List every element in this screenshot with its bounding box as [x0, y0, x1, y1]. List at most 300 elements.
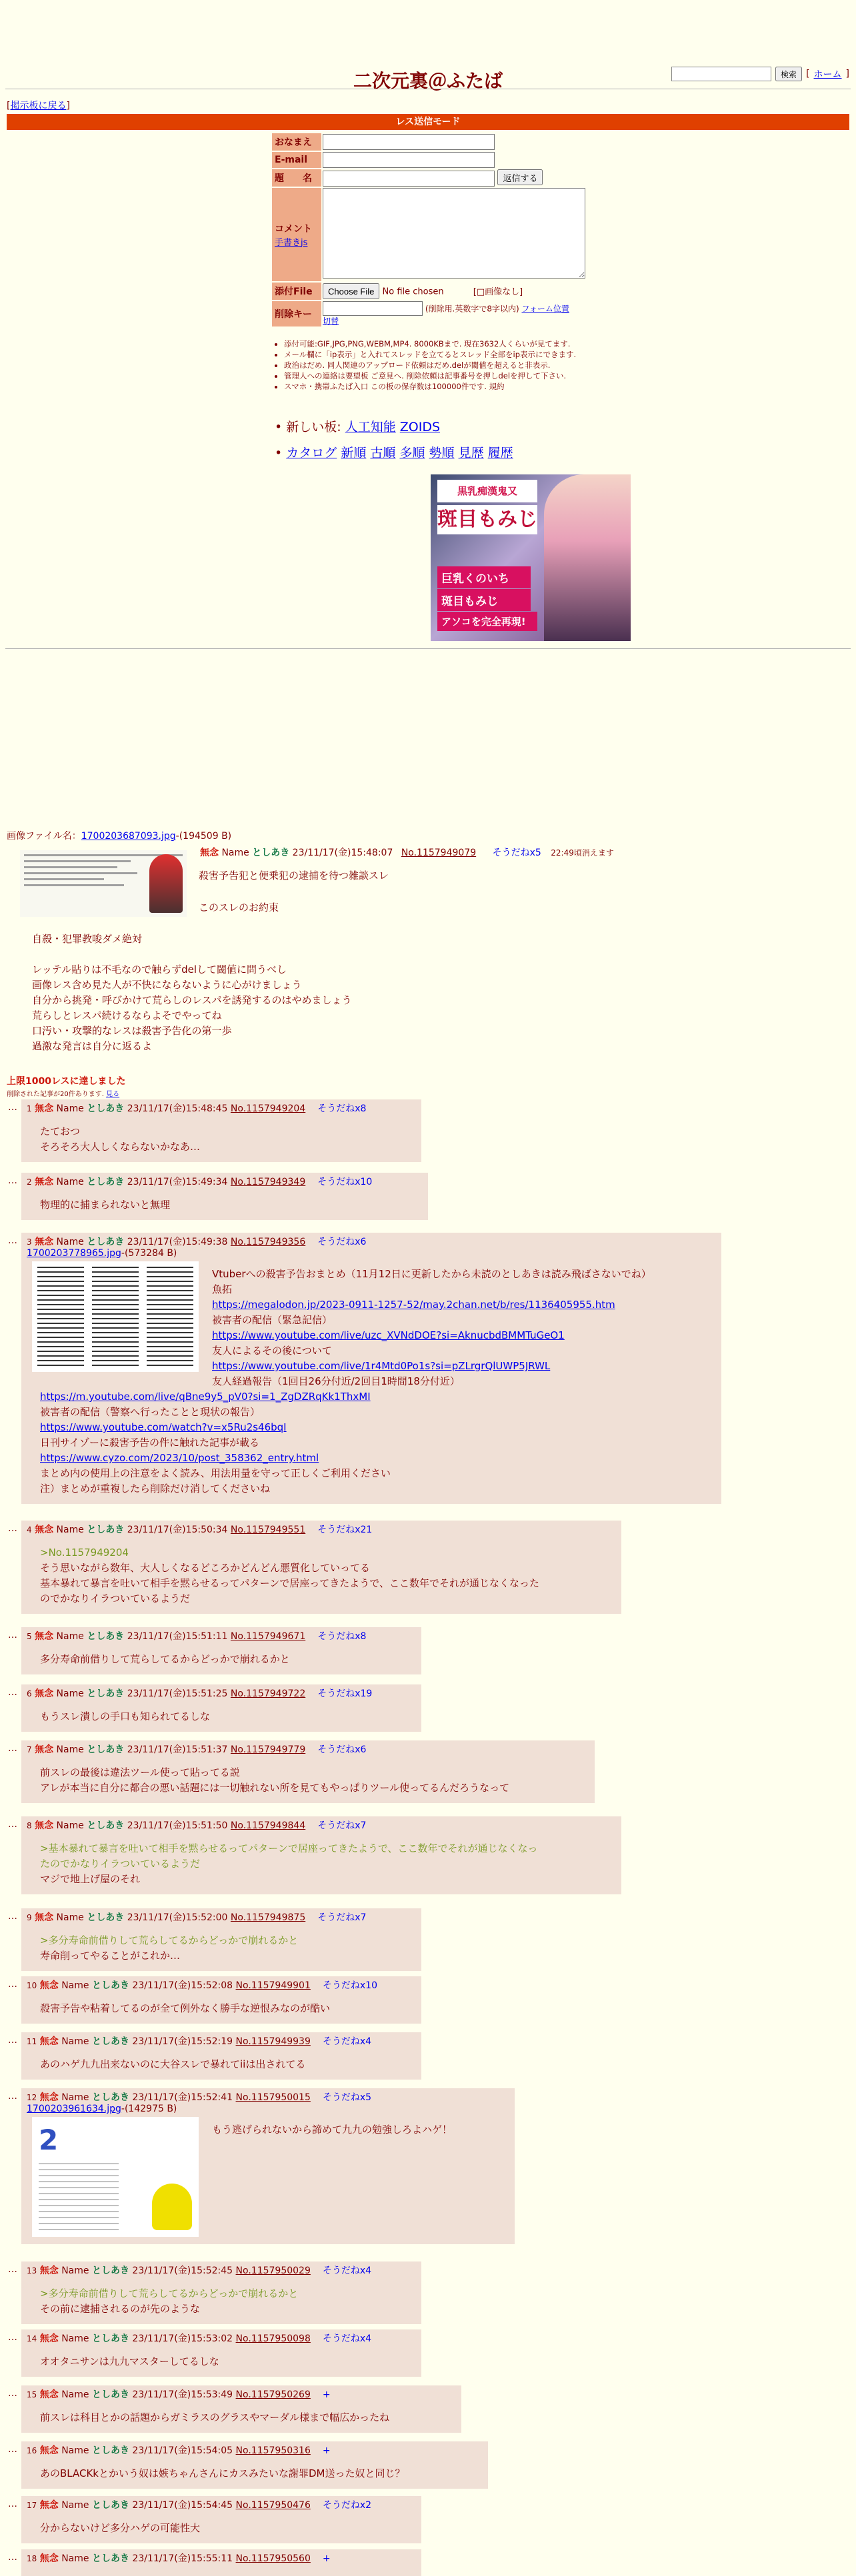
reply-name: としあき	[87, 1177, 125, 1187]
reply-url-link[interactable]: https://www.youtube.com/live/1r4Mtd0Po1s?si=pZLrgrQlUWP5JRWL	[212, 1360, 551, 1372]
reply-subject: 無念	[35, 1912, 54, 1923]
reply-url-link[interactable]: https://m.youtube.com/live/qBne9y5_pV0?si=1_ZgDZRqKk1ThxMI	[40, 1391, 371, 1403]
reply-number[interactable]: No.1157950029	[235, 2265, 311, 2276]
reply-subject: 無念	[39, 2553, 59, 2564]
reply-body	[40, 2466, 483, 2481]
reply-subject: 無念	[39, 2445, 59, 2456]
email-label: E-mail	[272, 152, 321, 168]
back-link-wrap	[7, 99, 70, 112]
reply-marker: …	[8, 2388, 17, 2399]
reply-number[interactable]: No.1157949779	[230, 1744, 306, 1755]
reply-name: としあき	[87, 1237, 125, 1247]
reply-date: 23/11/17(金)15:49:38	[127, 1237, 228, 1247]
op-header	[200, 846, 614, 859]
op-subject: 無念	[200, 848, 219, 858]
file-status: No file chosen	[382, 287, 444, 297]
reply-subject: 無念	[35, 1820, 54, 1831]
reply-name-label: Name	[56, 1688, 84, 1699]
reply-date: 23/11/17(金)15:52:00	[127, 1912, 228, 1923]
reply-name-label: Name	[56, 1631, 84, 1642]
reply-box	[21, 2088, 515, 2244]
search-area	[671, 67, 849, 81]
op-sodane[interactable]: そうだねx5	[492, 848, 541, 858]
reply-date: 23/11/17(金)15:51:11	[127, 1631, 228, 1642]
reply-number[interactable]: No.1157949356	[230, 1237, 306, 1247]
op-thumbnail[interactable]	[20, 850, 187, 917]
reply-date: 23/11/17(金)15:51:25	[127, 1688, 228, 1699]
reply-box	[21, 2385, 461, 2433]
reply-header	[27, 1978, 416, 1992]
reply-file-size: -(573284 B)	[121, 1248, 177, 1259]
reply-number[interactable]: No.1157949939	[235, 2036, 311, 2047]
reply-marker: …	[8, 1235, 17, 1246]
comment-field[interactable]	[323, 188, 585, 279]
sodane-button[interactable]: そうだねx6	[317, 1744, 367, 1755]
reply-marker: …	[8, 2444, 17, 2455]
reply-url-link[interactable]: https://www.youtube.com/watch?v=x5Ru2s46bqI	[40, 1421, 287, 1433]
sodane-button[interactable]: そうだねx4	[322, 2333, 372, 2344]
name-label: おなまえ	[272, 133, 321, 151]
reply-header	[27, 2498, 416, 2511]
reply-marker: …	[8, 2552, 17, 2563]
name-field[interactable]	[323, 134, 495, 150]
reply-text: たておつ そろそろ大人しくならないかなあ…	[40, 1125, 201, 1153]
nav-new[interactable]: 新順	[341, 446, 367, 460]
tegaki-link[interactable]: 手書きjs	[275, 237, 308, 248]
reply-body	[40, 2410, 456, 2425]
reply-text: 多分寿命前借りして荒らしてるからどっかで崩れるかと	[40, 1653, 290, 1665]
reply-quote: >多分寿命前借りして荒らしてるからどっかで崩れるかと	[40, 1934, 299, 1946]
reply-index: 18	[27, 2554, 37, 2563]
reply-text-line: 被害者の配信（緊急記信）	[212, 1314, 333, 1326]
reply-name-label: Name	[61, 2389, 89, 2400]
rule-item: • 政治はだめ. 同人関連のアップロード依頼はだめ.delが閾値を超えると非表示.	[284, 360, 595, 370]
rule-item: • スマホ・携帯ふたば入口 この板の保存数は100000件です. 規約	[284, 381, 595, 392]
reply-number[interactable]: No.1157949551	[230, 1525, 306, 1535]
reply-marker: …	[8, 1979, 17, 1990]
reply-name: としあき	[91, 2092, 129, 2103]
reply-file-line	[27, 1248, 716, 1259]
sodane-button[interactable]: +	[322, 2389, 331, 2400]
reply-number[interactable]: No.1157950476	[235, 2500, 311, 2511]
reply-box	[21, 2441, 488, 2489]
reply-text: もう逃げられないから諦めて九九の勉強しろよハゲ！	[212, 2124, 453, 2136]
sodane-button[interactable]: そうだねx7	[317, 1820, 367, 1831]
reply-text: あのBLACKkとかいう奴は嫉ちゃんさんにカスみたいな謝罪DM送った奴と同じ？	[40, 2467, 405, 2479]
board-title: 二次元裏＠ふたば	[353, 70, 503, 92]
back-to-board-link[interactable]: 掲示板に戻る	[10, 101, 67, 111]
home-bracket-open: [	[806, 69, 810, 79]
reply-name-label: Name	[61, 2265, 89, 2276]
comment-label-cell	[272, 188, 321, 281]
reply-name-label: Name	[56, 1820, 84, 1831]
reply-text: あのハゲ九九出来ないのに大谷スレで暴れてiiは出されてる	[40, 2058, 306, 2070]
comment-label: コメント	[275, 223, 312, 235]
reply-date: 23/11/17(金)15:51:37	[127, 1744, 228, 1755]
reply-subject: 無念	[39, 2389, 59, 2400]
reply-quote: >基本暴れて暴言を吐いて相手を黙らせるってパターンで居座ってきたようで、ここ数年でそれが通じなくなっ たのでかなりイラついているようだ	[40, 1842, 538, 1870]
reply-marker: …	[8, 1102, 17, 1113]
new-board-line: • 新しい板: 人工知能 ZOIDS	[275, 420, 441, 434]
reply-name: としあき	[87, 1631, 125, 1642]
reply-name-label: Name	[61, 2036, 89, 2047]
no-image-checkbox[interactable]: [□画像なし]	[473, 287, 523, 297]
reply-date: 23/11/17(金)15:52:45	[132, 2265, 233, 2276]
op-body-rules: 自殺・犯罪教唆ダメ絶対 レッテル貼りは不毛なので触らずdelして閾値に問うべし 画像レス含め見た人が不快にならないように心がけましょう 自分から挑発・呼びかけて荒らしのレスパを誘発するのはやめましょう 荒らしとレスパ続けるならよそでやってね 口汚い・攻撃的なレスは殺害予告化の第一歩 過激な発言は自分に返るよ	[32, 933, 352, 1052]
reply-text: そう思いながら数年、大人しくなるどころかどんどん悪質化していってる 基本暴れて暴言を吐いて相手を黙らせるってパターンで居座ってきたようで、ここ数年でそれが通じなくなった のでかなりイラついているようだ	[40, 1562, 539, 1605]
reply-header	[27, 1910, 416, 1924]
reply-box	[21, 2549, 421, 2576]
email-field[interactable]	[323, 152, 495, 168]
reply-subject: 無念	[39, 2036, 59, 2047]
reply-name: としあき	[87, 1820, 125, 1831]
reply-name-label: Name	[61, 2333, 89, 2344]
reply-file-link[interactable]: 1700203961634.jpg	[27, 2104, 121, 2114]
rules-list	[275, 338, 595, 392]
reply-subject: 無念	[39, 2265, 59, 2276]
reply-body	[40, 1124, 416, 1155]
delkey-label: 削除キー	[272, 301, 321, 326]
reply-text: 前スレの最後は違法ツール使って貼ってる説 アレが本当に自分に都合の悪い話題には一切触れない所を見てもやっぱりツール使ってるんだろうなって	[40, 1766, 510, 1794]
back-bracket-close: ]	[66, 101, 70, 111]
reply-name: としあき	[87, 1525, 125, 1535]
reply-header	[27, 2443, 483, 2457]
reply-name-label: Name	[61, 2445, 89, 2456]
reply-box	[21, 2261, 421, 2324]
reply-name: としあき	[87, 1912, 125, 1923]
reply-index: 10	[27, 1981, 37, 1990]
submit-button[interactable]: 返信する	[497, 169, 543, 185]
reply-body	[40, 1545, 616, 1607]
reply-header	[27, 1629, 416, 1642]
reply-body	[40, 2521, 416, 2536]
reply-number[interactable]: No.1157949671	[230, 1631, 306, 1642]
reply-number[interactable]: No.1157949722	[230, 1688, 306, 1699]
reply-text-line: 注）まとめが重複したら削除だけ消してくださいね	[40, 1483, 271, 1495]
ad-line-1: 黒乳痴漢鬼又	[437, 480, 537, 502]
new-board-link-zoids[interactable]: ZOIDS	[399, 420, 441, 434]
reply-name-label: Name	[56, 1237, 84, 1247]
op-file-link[interactable]: 1700203687093.jpg	[81, 831, 176, 842]
reply-marker: …	[8, 1687, 17, 1698]
reply-thumbnail[interactable]	[32, 1261, 199, 1372]
reply-number[interactable]: No.1157950098	[235, 2333, 311, 2344]
reply-header	[27, 1818, 616, 1832]
rule-item: • 管理人への連絡は要望板 ご意見へ. 削除依頼は記事番号を押しdelを押して下さい.	[284, 370, 595, 381]
reply-body	[40, 2001, 416, 2016]
reply-index: 12	[27, 2093, 37, 2102]
ad-line-2: 斑目もみじ	[437, 505, 537, 534]
reply-name: としあき	[91, 1980, 129, 1991]
sodane-button[interactable]: そうだねx6	[317, 1237, 367, 1247]
reply-subject: 無念	[39, 2333, 59, 2344]
reply-header	[27, 1523, 616, 1536]
reply-box	[21, 1976, 421, 2024]
reply-marker: …	[8, 2332, 17, 2343]
sodane-button[interactable]: そうだねx5	[322, 2092, 372, 2103]
reply-name-label: Name	[56, 1103, 84, 1114]
reply-text: オオタニサンは九九マスターしてるしな	[40, 2355, 219, 2367]
subject-field[interactable]	[323, 171, 495, 187]
reply-subject: 無念	[35, 1103, 54, 1114]
reply-number[interactable]: No.1157950560	[235, 2553, 311, 2564]
nav-history[interactable]: 履歴	[487, 446, 513, 460]
reply-marker: …	[8, 2499, 17, 2509]
reply-name-label: Name	[61, 1980, 89, 1991]
reply-header	[27, 1686, 416, 1700]
reply-number[interactable]: No.1157949844	[230, 1820, 306, 1831]
reply-index: 1	[27, 1104, 32, 1113]
sodane-button[interactable]: +	[322, 2445, 331, 2456]
reply-number[interactable]: No.1157949875	[230, 1912, 306, 1923]
reply-box	[21, 1099, 421, 1162]
reply-index: 4	[27, 1525, 32, 1535]
ad-character-image	[544, 474, 631, 641]
reply-url-link[interactable]: https://www.cyzo.com/2023/10/post_358362_entry.html	[40, 1452, 319, 1464]
reply-date: 23/11/17(金)15:54:45	[132, 2500, 233, 2511]
reply-url-link[interactable]: https://megalodon.jp/2023-0911-1257-52/may.2chan.net/b/res/1136405955.htm	[212, 1299, 615, 1311]
search-button[interactable]: 検索	[775, 67, 802, 81]
reply-index: 2	[27, 1177, 32, 1187]
op-body: 殺害予告犯と便乗犯の逮捕を待つ雑談スレ このスレのお約束	[199, 870, 389, 914]
reply-name: としあき	[91, 2445, 129, 2456]
nav-old[interactable]: 古順	[370, 446, 396, 460]
reply-header	[27, 1235, 716, 1248]
reply-file-line	[27, 2104, 509, 2114]
reply-text: マジで地上げ屋のそれ	[40, 1873, 141, 1885]
reply-number[interactable]: No.1157949349	[230, 1177, 306, 1187]
reply-text: 分からないけど多分ハゲの可能性大	[40, 2522, 201, 2534]
reply-body	[40, 2354, 416, 2369]
reply-quote: >No.1157949204	[40, 1547, 129, 1559]
sodane-button[interactable]: そうだねx4	[322, 2265, 372, 2276]
sodane-button[interactable]: そうだねx21	[317, 1525, 373, 1535]
reply-thumbnail[interactable]: 2	[32, 2117, 199, 2237]
reply-date: 23/11/17(金)15:54:05	[132, 2445, 233, 2456]
reply-box	[21, 2032, 421, 2080]
op-name-label: Name	[221, 848, 249, 858]
delkey-field[interactable]	[323, 301, 423, 316]
reply-box	[21, 1627, 421, 1674]
op-file-size: -(194509 B)	[175, 831, 232, 842]
reply-body	[40, 1933, 416, 1964]
reply-header	[27, 1175, 423, 1188]
reply-text-line: 友人経過報告（1回目26分付近/2回目1時間18分付近）	[212, 1375, 460, 1387]
reply-text: 前スレは科目とかの話題からガミラスのグラスやマーダル様まで幅広かったね	[40, 2411, 390, 2423]
deleted-show-link[interactable]: 見る	[106, 1091, 120, 1098]
reply-header	[27, 1101, 416, 1115]
reply-marker: …	[8, 1175, 17, 1186]
reply-subject: 無念	[35, 1525, 54, 1535]
reply-marker: …	[8, 2035, 17, 2046]
reply-box	[21, 1521, 621, 1614]
reply-number[interactable]: No.1157949204	[230, 1103, 306, 1114]
reply-index: 7	[27, 1745, 32, 1754]
reply-body	[40, 1197, 423, 1213]
delkey-note: (削除用.英数字で8字以内)	[425, 304, 519, 314]
sodane-button[interactable]: そうだねx19	[317, 1688, 373, 1699]
sodane-button[interactable]: +	[322, 2553, 331, 2564]
reply-box	[21, 1908, 421, 1971]
reply-subject: 無念	[39, 2500, 59, 2511]
reply-name-label: Name	[56, 1912, 84, 1923]
reply-name: としあき	[87, 1744, 125, 1755]
ad-line-4: 斑目もみじ	[437, 589, 531, 611]
reply-header	[27, 2090, 509, 2104]
ad-line-5: アソコを完全再現!	[437, 612, 537, 631]
reply-text-line: 被害者の配信（警察へ行ったことと現状の報告）	[40, 1406, 261, 1418]
reply-name: としあき	[91, 2553, 129, 2564]
reply-text: 物理的に捕まられないと無理	[40, 1199, 171, 1211]
deleted-note-text: 削除された記事が20件あります.	[7, 1091, 104, 1098]
reply-header	[27, 2263, 416, 2277]
reply-name: としあき	[91, 2036, 129, 2047]
sodane-button[interactable]: そうだねx4	[322, 2036, 372, 2047]
reply-marker: …	[8, 2091, 17, 2102]
reply-number[interactable]: No.1157950015	[235, 2092, 311, 2103]
sodane-button[interactable]: そうだねx10	[317, 1177, 373, 1187]
max-reply-message: 上限1000レスに達しました	[7, 1076, 126, 1087]
post-form	[271, 132, 644, 328]
ad-line-3: 巨乳くのいち	[437, 566, 531, 588]
reply-box	[21, 1173, 428, 1220]
reply-name-label: Name	[61, 2553, 89, 2564]
reply-number[interactable]: No.1157950269	[235, 2389, 311, 2400]
reply-marker: …	[8, 1523, 17, 1534]
reply-subject: 無念	[35, 1237, 54, 1247]
reply-name-label: Name	[56, 1744, 84, 1755]
reply-body	[40, 1841, 616, 1887]
thread-divider	[5, 648, 851, 649]
reply-body	[40, 1765, 589, 1796]
reply-date: 23/11/17(金)15:53:49	[132, 2389, 233, 2400]
reply-marker: …	[8, 1911, 17, 1922]
reply-marker: …	[8, 2264, 17, 2275]
deleted-note	[7, 1088, 119, 1098]
sodane-button[interactable]: そうだねx8	[317, 1103, 367, 1114]
sodane-button[interactable]: そうだねx7	[317, 1912, 367, 1923]
reply-name: としあき	[87, 1688, 125, 1699]
nav-momentum[interactable]: 勢順	[429, 446, 455, 460]
reply-text: Vtuberへの殺害予告おまとめ（11月12日に更新したから未読のとしあきは読み飛ばさないでね） 魚拓	[212, 1268, 651, 1295]
home-link[interactable]: ホーム	[813, 69, 842, 80]
reply-header	[27, 2331, 416, 2345]
reply-box	[21, 1816, 621, 1894]
reply-box	[21, 1233, 721, 1504]
reply-marker: …	[8, 1743, 17, 1754]
reply-number[interactable]: No.1157950316	[235, 2445, 311, 2456]
reply-body	[40, 1652, 416, 1667]
reply-marker: …	[8, 1630, 17, 1640]
reply-index: 8	[27, 1821, 32, 1830]
sodane-button[interactable]: そうだねx8	[317, 1631, 367, 1642]
reply-subject: 無念	[35, 1177, 54, 1187]
reply-date: 23/11/17(金)15:52:41	[132, 2092, 233, 2103]
sodane-button[interactable]: そうだねx2	[322, 2500, 372, 2511]
reply-date: 23/11/17(金)15:52:08	[132, 1980, 233, 1991]
reply-name: としあき	[87, 1103, 125, 1114]
reply-subject: 無念	[35, 1688, 54, 1699]
advertisement-banner[interactable]	[431, 474, 631, 641]
reply-body	[40, 2057, 416, 2072]
file-label: 添付File	[272, 283, 321, 300]
sodane-button[interactable]: そうだねx10	[322, 1980, 377, 1991]
form-position-link[interactable]: フォーム位置	[521, 304, 569, 314]
reply-box	[21, 1684, 421, 1732]
reply-subject: 無念	[39, 1980, 59, 1991]
reply-marker: …	[8, 1819, 17, 1830]
reply-name: としあき	[91, 2389, 129, 2400]
reply-index: 9	[27, 1913, 32, 1922]
reply-text: その前に逮捕されるのが先のような	[40, 2303, 201, 2315]
reply-text: 寿命削ってやることがこれか…	[40, 1950, 181, 1962]
reply-subject: 無念	[35, 1631, 54, 1642]
nav-links: • カタログ 新順 古順 多順 勢順 見歴 履歴	[275, 446, 513, 460]
reply-index: 13	[27, 2266, 37, 2275]
reply-file-link[interactable]: 1700203778965.jpg	[27, 1248, 121, 1259]
reply-number[interactable]: No.1157949901	[235, 1980, 311, 1991]
reply-subject: 無念	[35, 1744, 54, 1755]
reply-index: 17	[27, 2501, 37, 2510]
reply-mode-bar: レス送信モード	[7, 114, 849, 130]
reply-name-label: Name	[56, 1525, 84, 1535]
op-expire: 22:49頃消えます	[551, 848, 614, 858]
search-input[interactable]	[671, 67, 771, 81]
nav-many[interactable]: 多順	[399, 446, 425, 460]
new-board-link-ai[interactable]: 人工知能	[345, 420, 396, 434]
op-date: 23/11/17(金)15:48:07	[292, 848, 393, 858]
file-choose-button[interactable]: Choose File	[323, 283, 379, 299]
reply-url-link[interactable]: https://www.youtube.com/live/uzc_XVNdDOE?si=AknucbdBMMTuGeO1	[212, 1329, 565, 1341]
reply-box	[21, 1740, 595, 1803]
reply-box	[21, 2496, 421, 2543]
reply-name: としあき	[91, 2333, 129, 2344]
reply-text: もうスレ潰しの手口も知られてるしな	[40, 1710, 211, 1722]
reply-name-label: Name	[61, 2092, 89, 2103]
reply-name-label: Name	[56, 1177, 84, 1187]
rule-item: • 添付可能:GIF,JPG,PNG,WEBM,MP4. 8000KBまで. 現在3632人くらいが見てます.	[284, 338, 595, 349]
reply-header	[27, 1742, 589, 1756]
reply-date: 23/11/17(金)15:49:34	[127, 1177, 228, 1187]
reply-file-size: -(142975 B)	[121, 2104, 177, 2114]
reply-index: 3	[27, 1237, 32, 1247]
op-name: としあき	[252, 848, 290, 858]
switch-link[interactable]: 切替	[323, 317, 339, 326]
nav-viewed[interactable]: 見歴	[458, 446, 484, 460]
reply-text-line: 友人によるその後について	[212, 1345, 332, 1357]
new-board-prefix: 新しい板:	[286, 420, 341, 434]
reply-body	[40, 1709, 416, 1724]
reply-date: 23/11/17(金)15:55:11	[132, 2553, 233, 2564]
reply-index: 5	[27, 1632, 32, 1641]
nav-catalog[interactable]: カタログ	[286, 446, 337, 460]
reply-body	[40, 2286, 416, 2317]
reply-text-line: 日刊サイゾーに殺害予告の件に触れた記事が載る	[40, 1437, 259, 1449]
reply-index: 6	[27, 1689, 32, 1698]
reply-date: 23/11/17(金)15:53:02	[132, 2333, 233, 2344]
reply-header	[27, 2551, 416, 2565]
reply-box	[21, 2329, 421, 2377]
reply-text: 殺害予告や粘着してるのが全て例外なく勝手な逆恨みなのが酷い	[40, 2002, 331, 2014]
op-file-line	[7, 829, 231, 842]
reply-date: 23/11/17(金)15:51:50	[127, 1820, 228, 1831]
reply-name-label: Name	[61, 2500, 89, 2511]
reply-header	[27, 2034, 416, 2048]
op-number[interactable]: No.1157949079	[401, 848, 477, 858]
reply-date: 23/11/17(金)15:50:34	[127, 1525, 228, 1535]
rule-item: • メール欄に「ip表示」と入れてスレッドを立てるとスレッド全部をip表示にできます.	[284, 349, 595, 360]
reply-date: 23/11/17(金)15:52:19	[132, 2036, 233, 2047]
